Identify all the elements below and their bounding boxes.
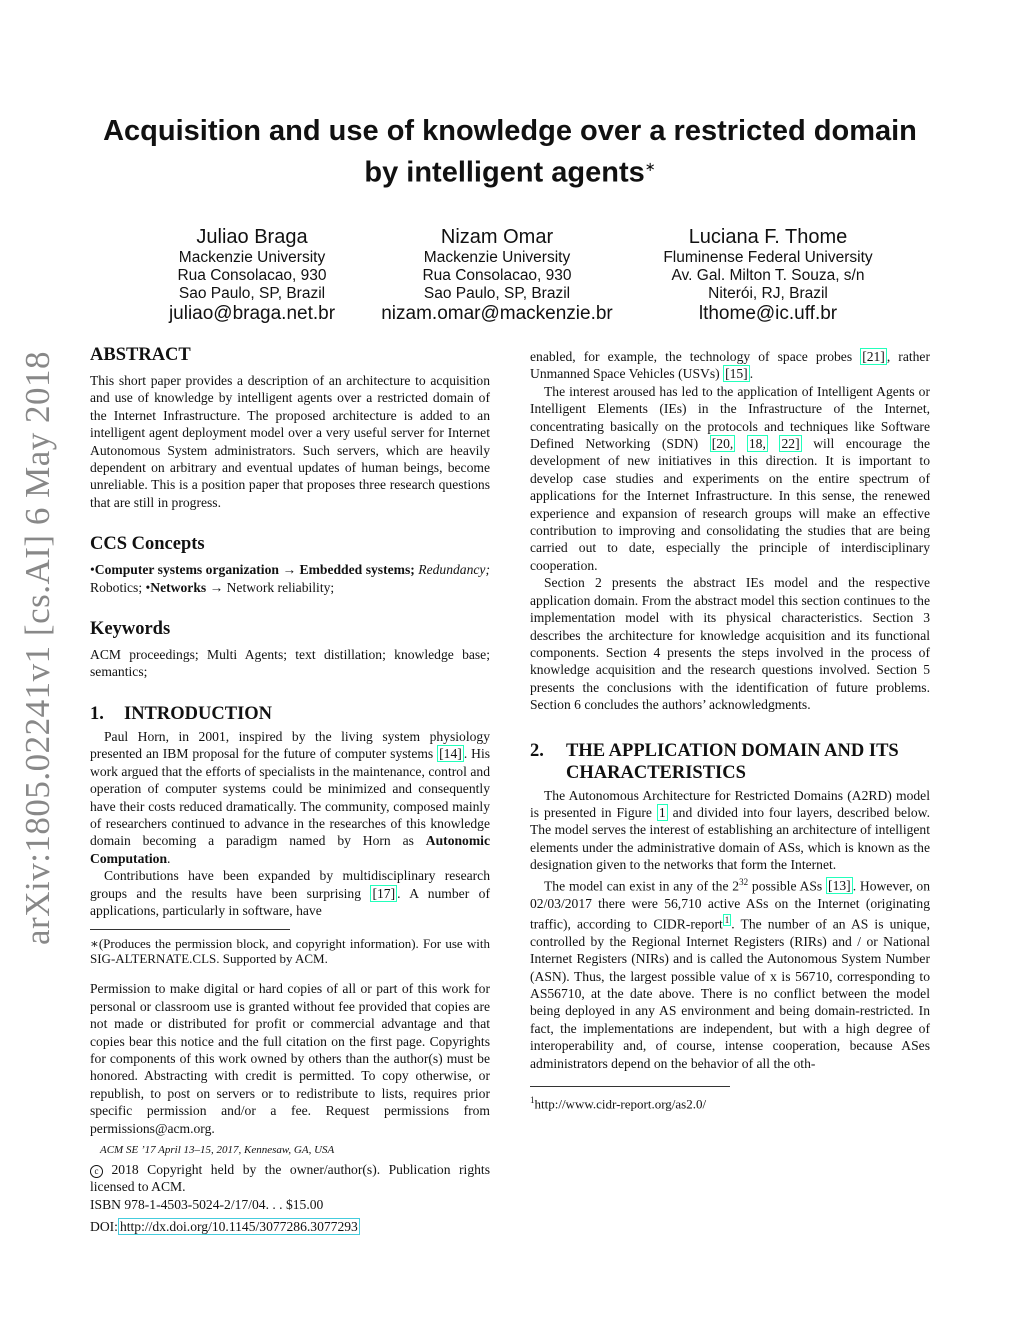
bullet: • (90, 562, 95, 578)
ccs-concept-1: Computer systems organization (94, 562, 279, 578)
bullet: • (145, 579, 151, 595)
author-city: Sao Paulo, SP, Brazil (178, 285, 326, 302)
copyright-symbol: c (90, 1165, 103, 1178)
abstract-text: This short paper provides a description of an architecture to acquisition and use of knowledge by intelligent agents over a restricted domain of the Internet Infrastructure. The proposed architecture is added to an intelligent agent deployment model over a very useful server for Internet Autonomous System administrators. Such servers, which are heavily dependent on arbitrary and eventual updates of human beings, become unreliable. This is a position paper that proposes three research questions that are still in progress. (90, 373, 490, 510)
footnote-rule (530, 1086, 730, 1087)
section-2-paragraph-2: The model can exist in any of the $2^{32}$ possible ASs [13] . However, on 02/03/2017 there were 56,710 active ASs on the Internet (originating traffic), according to CIDR-report $^1$ . The number of an AS is unique, controlled by the Regional Internet Registers (RIRs) and / or National Internet Registers (NIRs) and is called the Autonomous System Number (ASN). Thus, the largest possible value of x is 56710, corresponding to AS56710, at the date above. There is no conflict between the model being deployed in any AS environment and being domain-restricted. In fact, the implementations are independent, but with a high degree of interoperability and, of course, intense cooperation, because ASes administrators depend on the behavior of all the oth- (530, 876, 930, 1071)
title-line-1: Acquisition and use of knowledge over a restricted domain (103, 115, 917, 147)
author-block-3 (628, 226, 908, 325)
citation-link[interactable]: [21] (862, 349, 885, 364)
section-number: 1. (90, 703, 104, 724)
footnote-link[interactable]: 1 (724, 914, 730, 925)
isbn-line: ISBN 978-1-4503-5024-2/17/04. . . $15.00 (90, 1196, 324, 1212)
intro-paragraph-2: Contributions have been expanded by multidisciplinary research groups and the results have been surprising [17] . A number of applications, particularly in software, have (90, 868, 490, 918)
conference-venue: ACM SE ’17 April 13–15, 2017, Kennesaw, GA, USA (100, 1144, 335, 1156)
footnote-rule (90, 929, 290, 930)
paper-title (80, 114, 940, 191)
ccs-concept-4: Robotics; (90, 579, 143, 595)
author-affiliation: Mackenzie University (178, 249, 326, 266)
intro-paragraph-1: Paul Horn, in 2001, inspired by the living system physiology presented an IBM proposal for the future of computer systems [14] . His work argued that the efforts of specialists in the maintenance, control and operation of computer systems could be minimized and consequently have their costs reduced dramatically. The community, composed mainly of researchers continued to advance in the researches of this knowledge domain becoming a paradigm named by Horn as Autonomic Computation. (90, 728, 491, 866)
author-name: Juliao Braga (196, 226, 308, 248)
copyright-line: c 2018 Copyright held by the owner/author(s). Publication rights licensed to ACM. (90, 1162, 490, 1195)
arrow: → (209, 579, 224, 595)
keywords-text: ACM proceedings; Multi Agents; text distillation; knowledge base; semantics; (90, 647, 490, 680)
author-affiliation: Mackenzie University (423, 249, 571, 266)
arrow: → (282, 562, 297, 578)
author-block-2 (357, 226, 637, 325)
left-column (90, 344, 490, 1236)
right-column (530, 348, 930, 1111)
section-2-paragraph-1: The Autonomous Architecture for Restricted Domains (A2RD) model is presented in Figure 1 and divided into four layers, described below. The model serves the interest of establishing an architecture of intelligent elements under the administrative domain of ASs, which is known as the designation given to the networks that form the Internet. (530, 787, 930, 873)
author-street: Rua Consolacao, 930 (422, 267, 572, 284)
title-footnote-mark: ∗ (644, 159, 656, 174)
footnote-url[interactable]: http://www.cidr-report.org/as2.0/ (534, 1096, 707, 1112)
citation-link[interactable]: 18, (748, 436, 766, 452)
citation-link[interactable]: [17] (372, 885, 396, 901)
abstract-heading: ABSTRACT (90, 345, 191, 365)
citation-link[interactable]: [20, (711, 436, 734, 452)
right-paragraph-2: Section 2 presents the abstract IEs model and the respective application domain. From the abstract model this section continues to the implementation model with its physical characteristics. Section 3 describes the architecture for knowledge acquisition and its functional components. Section 4 presents the steps involved in the process of knowledge acquisition and the research questions involved. Section 5 presents the conclusions with the identification of future problems. Section 6 concludes the authors’ acknowledgments. (530, 575, 930, 713)
author-street: Av. Gal. Milton T. Souza, s/n (671, 267, 865, 284)
section-title: THE APPLICATION DOMAIN AND ITS CHARACTERISTICS (566, 740, 899, 783)
footnote-1 (530, 1093, 930, 1111)
author-city: Niterói, RJ, Brazil (708, 285, 828, 302)
author-street: Rua Consolacao, 930 (177, 267, 327, 284)
citation-link[interactable]: [15] (725, 366, 748, 382)
author-affiliation: Fluminense Federal University (663, 249, 873, 266)
right-paragraph-0: enabled, for example, the technology of space probes [21] , rather Unmanned Space Vehicles (USVs) [15] . (530, 349, 930, 382)
section-title: INTRODUCTION (124, 703, 273, 724)
author-name: Luciana F. Thome (688, 226, 848, 248)
citation-link[interactable]: [13] (828, 878, 851, 894)
footnote-mark: 1 (530, 1095, 535, 1106)
right-paragraph-1: The interest aroused has led to the application of Intelligent Agents or Intelligent Elements (IEs) in the Infrastructure of the Internet, concentrating basically on the protocols and techniques like Software Defined Networking (SDN) [20, 18, 22] will encourage the development of new initiatives in this direction. It is important to develop case studies and experiments on the entire spectrum of applications for the Internet Infrastructure. In this sense, the renewed experience and expansion of research groups will make an effective contribution to improving and consolidating the studies that are being carried out to date, especially the principle of interdisciplinary cooperation. (530, 383, 930, 573)
title-line-2: by intelligent agents (364, 156, 645, 189)
citation-link[interactable]: 22] (781, 436, 800, 452)
ccs-concept-5: Networks (150, 579, 207, 595)
ccs-concepts (90, 561, 490, 596)
autonomic-computation-term: Autonomic Computation (90, 833, 490, 866)
keywords-heading: Keywords (90, 619, 171, 640)
section-number: 2. (530, 740, 544, 761)
footnote-star: ∗(Produces the permission block, and copyright information). For use with SIG-ALTERNATE.CLS. Supported by ACM. (90, 936, 490, 967)
doi-line: DOI: http://dx.doi.org/10.1145/3077286.3077293 (90, 1219, 358, 1235)
section-1-heading (90, 703, 490, 725)
doi-link[interactable]: http://dx.doi.org/10.1145/3077286.3077293 (119, 1219, 358, 1235)
permission-notice: Permission to make digital or hard copies of all or part of this work for personal or classroom use is granted without fee provided that copies are not made or distributed for profit or commercial advantage and that copies bear this notice and the full citation on the first page. Copyrights for components of this work owned by others than the author(s) must be honored. Abstracting with credit is permitted. To copy otherwise, or republish, to post on servers or to redistribute to lists, requires prior specific permission and/or a fee. Request permissions from permissions@acm.org. (90, 981, 490, 1136)
ccs-concept-2: Embedded systems; (299, 562, 415, 578)
author-email[interactable]: lthome@ic.uff.br (698, 303, 838, 324)
superscript-exponent: 32 (739, 876, 749, 887)
section-2-heading (530, 740, 930, 784)
citation-link[interactable]: [14] (439, 746, 462, 762)
arxiv-identifier-stamp: arXiv:1805.02241v1 [cs.AI] 6 May 2018 (18, 351, 57, 945)
ccs-concept-3: Redundancy; (418, 562, 490, 578)
author-email[interactable]: nizam.omar@mackenzie.br (381, 303, 613, 324)
author-email[interactable]: juliao@braga.net.br (168, 303, 336, 324)
ccs-heading: CCS Concepts (90, 534, 205, 555)
author-city: Sao Paulo, SP, Brazil (423, 285, 571, 302)
author-name: Nizam Omar (440, 226, 554, 248)
figure-link[interactable]: 1 (658, 804, 666, 820)
ccs-concept-6: Network reliability; (226, 579, 335, 595)
author-block-1 (112, 226, 392, 325)
